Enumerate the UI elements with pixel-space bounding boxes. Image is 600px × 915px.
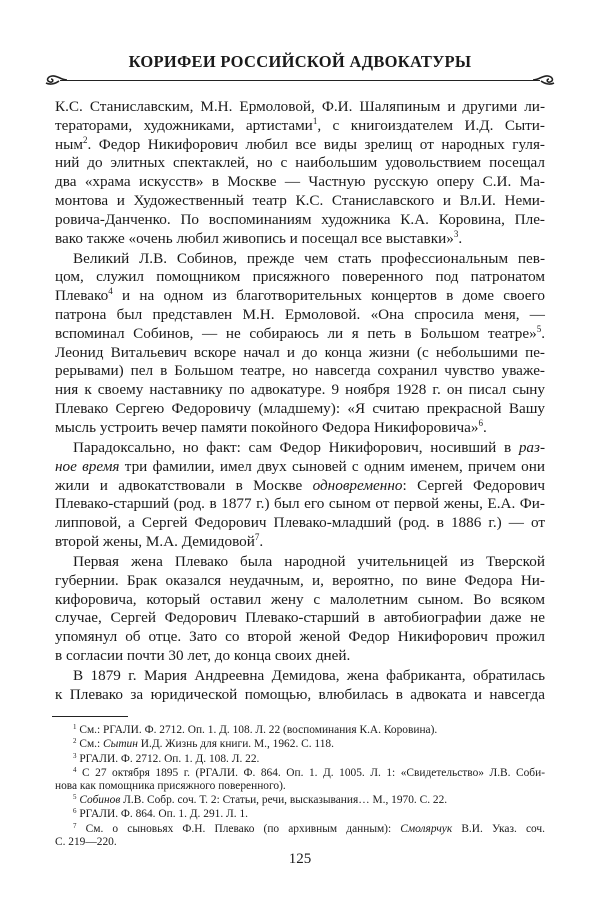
text-line bbox=[55, 362, 545, 381]
text-line bbox=[55, 230, 545, 249]
text: ния к своему наставнику по адвокатуре. 9 ноября 1928 г. он писал сыну bbox=[55, 381, 545, 399]
text: Л.В. Собр. соч. Т. 2: Статьи, речи, высказывания… М., 1970. С. 22. bbox=[120, 794, 448, 807]
page-number: 125 bbox=[288, 851, 312, 867]
footnote bbox=[55, 823, 545, 849]
text: : Сергей Федорович bbox=[402, 476, 545, 494]
text-line bbox=[55, 381, 545, 400]
text: тераторами, художниками, артистами bbox=[55, 116, 313, 134]
footnote-separator bbox=[52, 716, 128, 717]
text: в согласии почти 30 лет, до конца своих дней. bbox=[55, 647, 351, 664]
text: к Плевако за юридической помощью, влюбилась в адвоката и навсегда bbox=[55, 685, 545, 703]
text: патрона был представлен М.Н. Ермоловой. «Она спросила меня, — bbox=[55, 306, 545, 324]
text-line bbox=[55, 287, 545, 306]
text-line bbox=[55, 667, 545, 686]
footnote-ref: 2 bbox=[73, 737, 77, 746]
text: . bbox=[541, 324, 545, 342]
footnote bbox=[55, 767, 545, 793]
footnote-ref: 2 bbox=[82, 134, 88, 145]
text: ным bbox=[55, 135, 83, 153]
footnote-ref: 7 bbox=[73, 821, 77, 830]
text: цом, служил помощником присяжного поверенного под патронатом bbox=[55, 268, 545, 286]
text-line bbox=[55, 173, 545, 192]
text-line bbox=[55, 439, 545, 458]
italic-text: Смолярчук bbox=[400, 822, 453, 835]
text-line bbox=[55, 767, 545, 780]
text: губернии. Брак оказался неудачным, и, вероятно, по вине Федора Ни- bbox=[55, 571, 545, 589]
italic-text: Собинов bbox=[79, 794, 121, 807]
text: Парадоксально, но факт: сам Федор Никифорович, носивший в bbox=[73, 438, 519, 456]
paragraph bbox=[55, 667, 545, 705]
footnote-ref: 3 bbox=[73, 751, 77, 760]
ornament-right-icon bbox=[531, 71, 557, 87]
text-line bbox=[55, 738, 545, 751]
text: рерывами) пел в Большом театре, но навсегда сохранил чувство уваже- bbox=[55, 362, 545, 380]
footnote-ref: 3 bbox=[453, 228, 459, 239]
paragraph bbox=[55, 250, 545, 438]
text-line bbox=[55, 591, 545, 610]
footnote-ref: 6 bbox=[73, 807, 77, 816]
text: . bbox=[458, 229, 463, 247]
running-head-title: КОРИФЕИ РОССИЙСКОЙ АДВОКАТУРЫ bbox=[128, 52, 472, 71]
footnote-ref: 5 bbox=[536, 323, 542, 334]
text: Плевако bbox=[55, 287, 109, 305]
text-line bbox=[55, 98, 545, 117]
ornament-left-icon bbox=[43, 71, 69, 87]
text: ний до элитных спектаклей, но с наибольшим удовольствием посещал bbox=[55, 154, 545, 172]
text-line bbox=[55, 628, 545, 647]
text: монтова и Художественный театр К.С. Станиславского и Вл.И. Неми- bbox=[55, 191, 545, 209]
text: три фамилии, имел двух сыновей с одним именем, причем они bbox=[119, 457, 546, 475]
text: И.Д. Жизнь для книги. М., 1962. С. 118. bbox=[137, 738, 334, 751]
text-line bbox=[55, 211, 545, 230]
paragraph bbox=[55, 553, 545, 666]
text-line bbox=[55, 458, 545, 477]
paragraph bbox=[55, 98, 545, 248]
italic-text: Сытин bbox=[103, 738, 138, 751]
text: упомянул об отце. Зато со второй женой Федор Никифорович прожил bbox=[55, 628, 545, 646]
footnote-ref: 4 bbox=[73, 765, 77, 774]
text-line bbox=[55, 250, 545, 269]
text: Леонид Витальевич вскоре начал и до конца жизни (с небольшими пе- bbox=[55, 343, 545, 361]
text-line bbox=[55, 306, 545, 325]
text-line bbox=[55, 808, 545, 821]
text: См.: bbox=[76, 738, 104, 751]
text-line bbox=[55, 117, 545, 136]
text: С 27 октября 1895 г. (РГАЛИ. Ф. 864. Оп. 1. Д. 1005. Л. 1: «Свидетельство» Л.В. Соби- bbox=[76, 766, 545, 779]
text-line bbox=[55, 609, 545, 628]
text: РГАЛИ. Ф. 2712. Оп. 1. Д. 108. Л. 22. bbox=[76, 752, 260, 765]
text-line bbox=[55, 572, 545, 591]
text-line bbox=[55, 553, 545, 572]
text: С. 219—220. bbox=[55, 835, 117, 848]
text: См. о сыновьях Ф.Н. Плевако (по архивным данным): bbox=[76, 822, 401, 835]
text-line bbox=[55, 400, 545, 419]
text: мысль устроить вечер памяти покойного Федора Никифоровича» bbox=[55, 418, 479, 436]
footnote-ref: 4 bbox=[108, 286, 113, 297]
text-line bbox=[55, 268, 545, 287]
text-line bbox=[55, 780, 545, 793]
text: Первая жена Плевако была народной учительницей из Тверской bbox=[73, 553, 545, 571]
footnote-ref: 7 bbox=[254, 531, 260, 542]
text-line bbox=[55, 136, 545, 155]
footnote bbox=[55, 724, 545, 737]
footnote bbox=[55, 794, 545, 807]
text-line bbox=[55, 477, 545, 496]
text-line bbox=[55, 419, 545, 438]
text: РГАЛИ. Ф. 864. Оп. 1. Д. 291. Л. 1. bbox=[76, 808, 248, 821]
text: . Федор Никифорович любил все виды зрелищ от народных гуля- bbox=[87, 135, 545, 153]
text: нова как помощника присяжного поверенного). bbox=[55, 779, 286, 792]
text: липповой, а Сергей Федорович Плевако-младший (род. в 1886 г.) — от bbox=[55, 514, 545, 532]
text-line bbox=[55, 514, 545, 533]
text: . bbox=[482, 418, 487, 436]
text-line bbox=[55, 154, 545, 173]
text: вако также «очень любил живопись и посещал все выставки» bbox=[55, 229, 454, 247]
text: Плевако-старший (род. в 1877 г.) был его сыном от первой жены, Е.А. Фи- bbox=[55, 495, 545, 513]
text: два «храма искусств» в Москве — Частную русскую оперу С.И. Ма- bbox=[55, 173, 545, 191]
text: случае, Сергей Федорович Плевако-старший в автобиографии даже не bbox=[55, 609, 545, 627]
footnote-ref: 6 bbox=[478, 417, 483, 428]
text: кифоровича, который оставил жену с малолетним сыном. Во всяком bbox=[55, 590, 545, 608]
main-text bbox=[55, 98, 545, 706]
italic-text: ное время bbox=[55, 457, 120, 475]
text-line bbox=[55, 794, 545, 807]
text-line bbox=[55, 823, 545, 836]
text: вспоминал Собинов, — не собираюсь ли я петь в Большом театре» bbox=[55, 324, 537, 342]
footnote bbox=[55, 808, 545, 821]
footnote bbox=[55, 738, 545, 751]
text: ровича-Данченко. По воспоминаниям художника К.А. Коровина, Пле- bbox=[55, 210, 545, 228]
italic-text: одновременно bbox=[312, 476, 403, 494]
text: жили и адвокатствовали в Москве bbox=[55, 476, 313, 494]
text-line bbox=[55, 495, 545, 514]
footnote-ref: 1 bbox=[73, 723, 77, 731]
text-line bbox=[55, 344, 545, 363]
text: К.С. Станиславским, М.Н. Ермоловой, Ф.И. Шаляпиным и другими ли- bbox=[55, 98, 545, 115]
text-line bbox=[55, 192, 545, 211]
header-rule bbox=[60, 80, 540, 81]
text: , с книгоиздателем И.Д. Сыти- bbox=[317, 116, 545, 134]
text-line bbox=[55, 753, 545, 766]
text-line bbox=[55, 647, 545, 666]
footnotes bbox=[55, 724, 545, 850]
text: В.И. Указ. соч. bbox=[452, 822, 545, 835]
footnote bbox=[55, 753, 545, 766]
text-line bbox=[55, 533, 545, 552]
footnote-ref: 1 bbox=[312, 115, 318, 126]
text-line bbox=[55, 724, 545, 737]
text: Великий Л.В. Собинов, прежде чем стать профессиональным пев- bbox=[73, 249, 545, 267]
footnote-ref: 5 bbox=[73, 793, 77, 802]
text-line bbox=[55, 836, 545, 849]
text: См.: РГАЛИ. Ф. 2712. Оп. 1. Д. 108. Л. 22 (воспоминания К.А. Коровина). bbox=[76, 724, 438, 736]
text: . bbox=[259, 532, 264, 550]
paragraph bbox=[55, 439, 545, 552]
italic-text: раз- bbox=[518, 438, 545, 456]
text: В 1879 г. Мария Андреевна Демидова, жена фабриканта, обратилась bbox=[73, 667, 545, 685]
text-line bbox=[55, 686, 545, 705]
text-line bbox=[55, 325, 545, 344]
text: Плевако Сергею Федоровичу (младшему): «Я считаю прекрасной Вашу bbox=[55, 400, 545, 418]
text: второй жены, М.А. Демидовой bbox=[55, 532, 255, 550]
text: и на одном из благотворительных концертов в доме своего bbox=[112, 287, 545, 305]
